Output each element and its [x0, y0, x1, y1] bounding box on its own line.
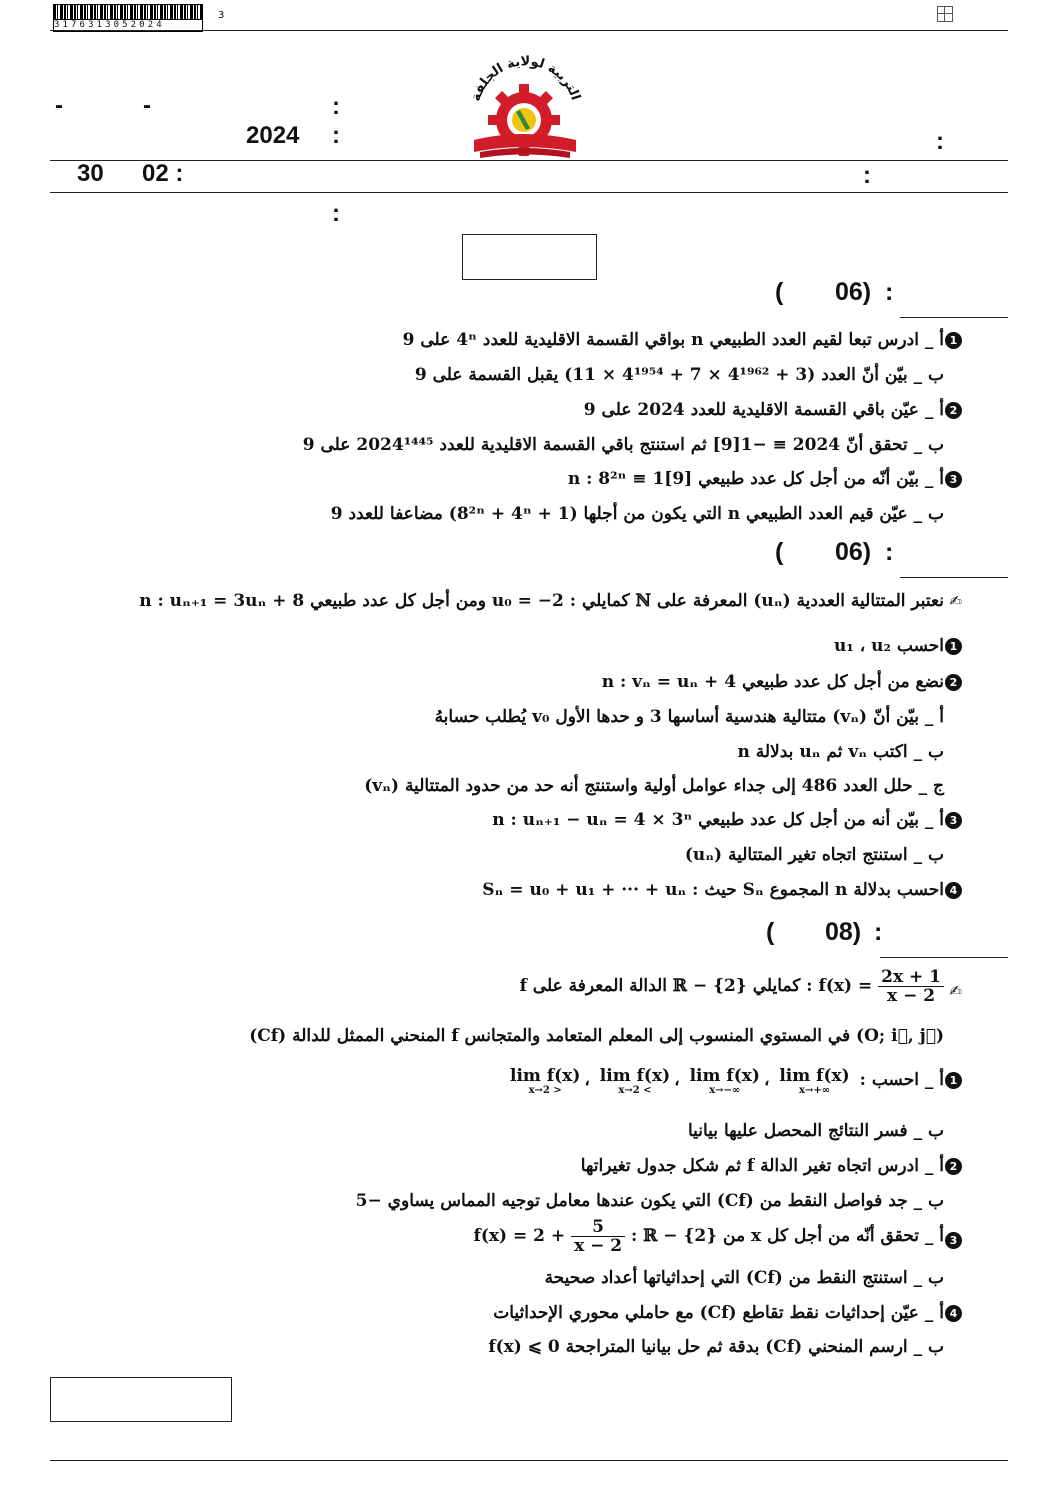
marker-1: 1: [945, 1072, 962, 1089]
ex3-line-7: [474, 1218, 944, 1255]
colon-right: :: [936, 128, 944, 155]
section2-colon: :: [885, 538, 894, 566]
ex2-line-1: احسب u₁ ، u₂: [834, 636, 944, 656]
ex3-line-6: ب _ جد فواصل النقط من (Cf) التي يكون عندها معامل توجيه المماس يساوي −5: [355, 1191, 944, 1211]
title-box: [462, 234, 597, 280]
limit-3: lim f(x) x→−∞: [689, 1066, 760, 1096]
marker-2: 2: [945, 674, 962, 691]
exam-year: 2024: [246, 122, 300, 149]
ex1-line-2: ب _ بيّن أنّ العدد (3 + 4¹⁹⁶² × 7 + 4¹⁹⁵⁴ × 11) يقبل القسمة على 9: [414, 365, 944, 385]
ex3-line-9: أ _ عيّن إحداثيات نقط تقاطع (Cf) مع حاملي محوري الإحداثيات: [493, 1303, 944, 1323]
colon-2: :: [332, 122, 340, 149]
section2-open-paren: (: [775, 538, 784, 566]
section3-underline: [880, 957, 1008, 958]
ex3-line-10: ب _ ارسم المنحني (Cf) بدقة ثم حل بيانيا المتراجحة f(x) ⩽ 0: [488, 1337, 944, 1357]
limit-1: lim f(x) x→2 >: [510, 1066, 581, 1096]
section3-open-paren: (: [766, 918, 775, 946]
ex1-line-1: أ _ ادرس تبعا لقيم العدد الطبيعي n بواقي القسمة الاقليدية للعدد 4ⁿ على 9: [402, 330, 944, 350]
marker-3: 3: [945, 812, 962, 829]
ex2-intro: نعتبر المتتالية العددية (uₙ) المعرفة على ℕ كمايلي : u₀ = −2 ومن أجل كل عدد طبيعي n : uₙ₊₁ = 3uₙ + 8: [139, 591, 944, 611]
colon-3: :: [863, 162, 871, 189]
marker-3: 3: [945, 1232, 962, 1249]
ex3-line-3: [506, 1067, 944, 1097]
ex3-intro: [520, 968, 944, 1005]
grid-icon: [937, 6, 953, 22]
ex1-line-3: أ _ عيّن باقي القسمة الاقليدية للعدد 2024 على 9: [583, 400, 944, 420]
ex3-line-5: أ _ ادرس اتجاه تغير الدالة f ثم شكل جدول تغيراتها: [580, 1156, 944, 1176]
svg-text:مديرية التربية لولاية الجلفة: التربية لولاية الجلفة: [468, 54, 583, 104]
limit-4: lim f(x) x→+∞: [779, 1066, 850, 1096]
header-bottom-rule: [50, 192, 1008, 193]
ex2-line-7: ب _ استنتج اتجاه تغير المتتالية (uₙ): [684, 845, 944, 865]
ex2-line-6: أ _ بيّن أنه من أجل كل عدد طبيعي n : uₙ₊₁ − uₙ = 4 × 3ⁿ: [492, 810, 944, 830]
dash-left: -: [55, 92, 63, 119]
section1-underline: [900, 317, 1008, 318]
page-mark: 3: [218, 10, 225, 21]
ex2-line-4: ب _ اكتب vₙ ثم uₙ بدلالة n: [737, 742, 944, 762]
ex2-line-3: أ _ بيّن أنّ (vₙ) متتالية هندسية أساسها 3 و حدها الأول v₀ يُطلب حسابهُ: [434, 707, 944, 727]
colon-4: :: [332, 200, 340, 227]
marker-3: 3: [945, 471, 962, 488]
ex2-line-8: احسب بدلالة n المجموع Sₙ حيث : Sₙ = u₀ + u₁ + ··· + uₙ: [482, 880, 944, 900]
pencil-icon: ✍: [949, 592, 962, 610]
marker-1: 1: [945, 638, 962, 655]
page-box: [50, 1377, 232, 1422]
ex2-line-2: نضع من أجل كل عدد طبيعي n : vₙ = uₙ + 4: [601, 672, 944, 692]
duration-hours: 02 :: [142, 160, 184, 187]
header-mid-rule: [50, 160, 1008, 161]
ex2-line-5: ج _ حلل العدد 486 إلى جداء عوامل أولية واستنتج أنه حد من حدود المتتالية (vₙ): [364, 776, 944, 796]
section2-points: 06): [835, 538, 872, 566]
ex3-line-2: (Cf) المنحني الممثل للدالة f في المستوي المنسوب إلى المعلم المتعامد والمتجانس (O; i⃗, j⃗): [249, 1026, 944, 1046]
header-top-rule: [50, 30, 1008, 31]
colon-1: :: [332, 93, 340, 120]
duration-minutes: 30: [77, 160, 104, 187]
section1-colon: :: [885, 278, 894, 306]
dash-mid: -: [143, 92, 151, 119]
ex1-line-5: أ _ بيّن أنّه من أجل كل عدد طبيعي n : 8²ⁿ ≡ 1[9]: [567, 469, 944, 489]
marker-2: 2: [945, 1158, 962, 1175]
section3-colon: :: [874, 918, 883, 946]
ex3-intro-text: f الدالة المعرفة على ℝ − {2} كمايلي :: [519, 976, 813, 996]
ex1-line-4: ب _ تحقق أنّ 2024 ≡ −1[9] ثم استنتج باقي القسمة الاقليدية للعدد 2024¹⁴⁴⁵ على 9: [302, 435, 944, 455]
barcode-number: 3176313052024: [53, 19, 203, 32]
section2-underline: [900, 577, 1008, 578]
fx-definition: f(x) = $\frac{2x + 1}{x - 2}$: [819, 976, 945, 996]
marker-1: 1: [945, 332, 962, 349]
ex1-line-6: ب _ عيّن قيم العدد الطبيعي n التي يكون من أجلها (8²ⁿ + 4ⁿ + 1) مضاعفا للعدد 9: [330, 504, 944, 524]
limits-row: lim f(x) x→2 > ، lim f(x) x→2 < ، lim f(x) x→−∞ ، lim f(x) x→+∞: [510, 1066, 850, 1096]
ex3-line-8: ب _ استنتج النقط من (Cf) التي إحداثياتها أعداد صحيحة: [544, 1268, 944, 1288]
marker-4: 4: [945, 882, 962, 899]
ex3-line-3-label: أ _ احسب :: [859, 1070, 944, 1090]
section3-points: 08): [825, 918, 862, 946]
pencil-icon: ✍: [949, 982, 962, 1000]
ex3-line-7-text: أ _ تحقق أنّه من أجل كل x من ℝ − {2} :: [631, 1226, 944, 1246]
section1-open-paren: (: [775, 278, 784, 306]
ex3-line-4: ب _ فسر النتائج المحصل عليها بيانيا: [687, 1121, 944, 1141]
directorate-logo: [460, 48, 590, 160]
fx-decomposition: f(x) = 2 + $\frac{5}{x - 2}$: [474, 1226, 626, 1246]
marker-2: 2: [945, 402, 962, 419]
marker-4: 4: [945, 1305, 962, 1322]
limit-2: lim f(x) x→2 <: [599, 1066, 671, 1096]
footer-rule: [50, 1460, 1008, 1461]
section1-points: 06): [835, 278, 872, 306]
